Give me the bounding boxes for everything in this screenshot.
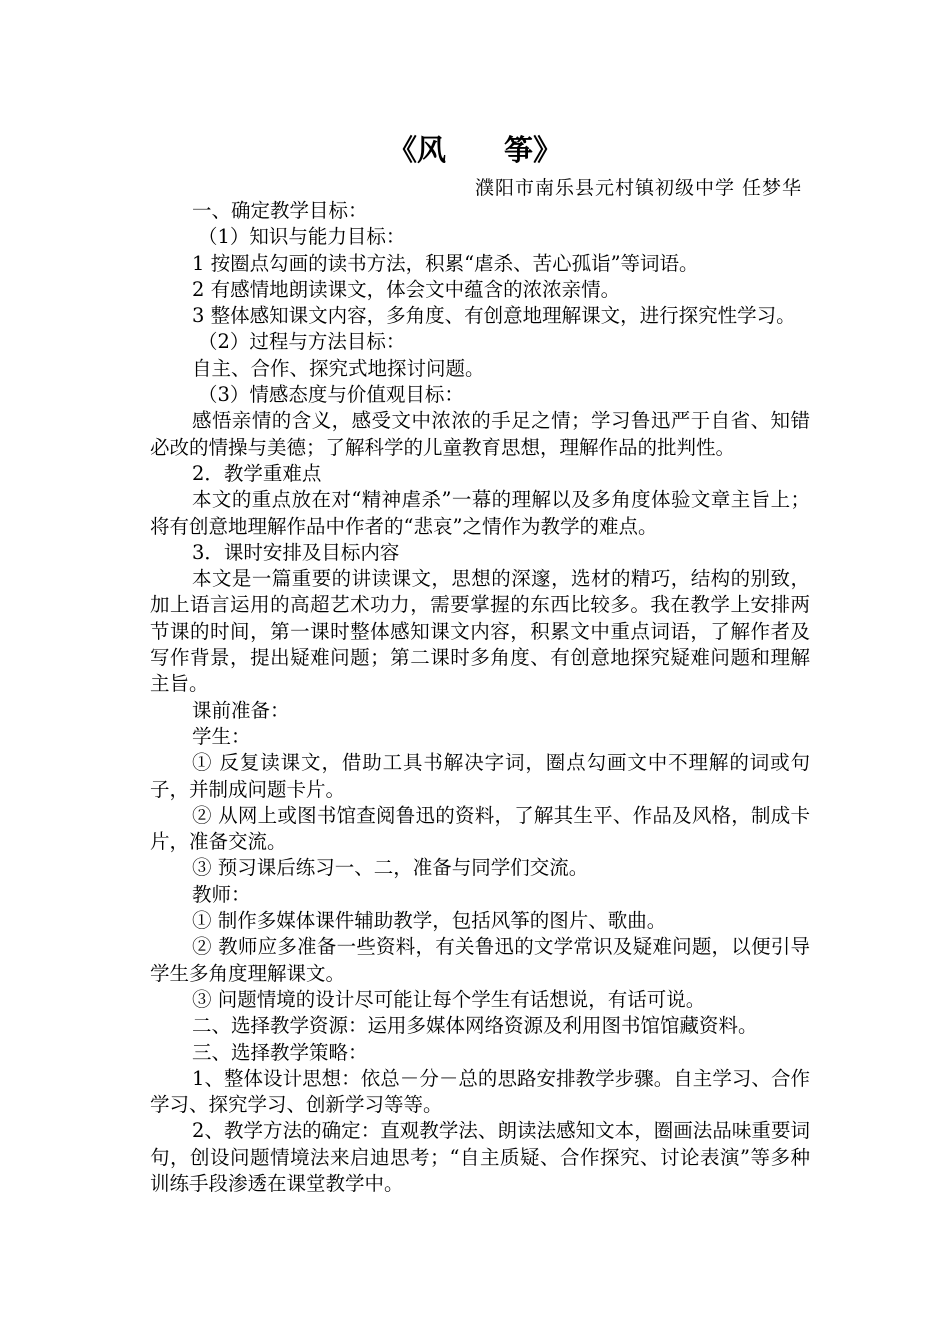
- sub-heading: （1）知识与能力目标：: [198, 225, 406, 249]
- list-item: ① 反复读课文，借助工具书解决字词，圈点勾画文中不理解的词或句子，并制成问题卡片。: [150, 751, 810, 801]
- author-line: 濮阳市南乐县元村镇初级中学 任梦华: [474, 177, 802, 199]
- section-heading: 二、选择教学资源：运用多媒体网络资源及利用图书馆馆藏资料。: [192, 1014, 758, 1038]
- list-item: ③ 预习课后练习一、二，准备与同学们交流。: [192, 856, 589, 880]
- list-item: ① 制作多媒体课件辅助教学，包括风筝的图片、歌曲。: [192, 909, 667, 933]
- sub-heading: （2）过程与方法目标：: [198, 330, 406, 354]
- section-heading: 课前准备：: [192, 698, 290, 722]
- paragraph: 2 有感情地朗读课文，体会文中蕴含的浓浓亲情。: [192, 277, 621, 301]
- paragraph: 自主、合作、探究式地探讨问题。: [192, 356, 485, 380]
- paragraph: 教师：: [192, 882, 251, 906]
- list-item: ② 从网上或图书馆查阅鲁迅的资料，了解其生平、作品及风格，制成卡片，准备交流。: [150, 803, 810, 854]
- section-heading: 一、确定教学目标：: [192, 199, 368, 222]
- section-heading: 2．教学重难点: [192, 461, 322, 485]
- paragraph: 本文的重点放在对“精神虐杀”一幕的理解以及多角度体验文章主旨上；将有创意地理解作品中作者的“悲哀”之情作为教学的难点。: [150, 488, 810, 538]
- section-heading: 三、选择教学策略：: [192, 1040, 368, 1064]
- paragraph: 学生：: [192, 724, 251, 748]
- document-title: 《风 筝》: [387, 133, 562, 167]
- paragraph: 1 按圈点勾画的读书方法，积累“虐杀、苦心孤诣”等词语。: [192, 251, 699, 275]
- paragraph: 1、整体设计思想：依总－分－总的思路安排教学步骤。自主学习、合作学习、探究学习、创新学习等等。: [150, 1066, 810, 1117]
- paragraph: 本文是一篇重要的讲读课文，思想的深邃，选材的精巧，结构的别致，加上语言运用的高超艺术功力，需要掌握的东西比较多。我在教学上安排两节课的时间，第一课时整体感知课文内容，积累文中重点词语，了解作者及写作背景，提出疑难问题；第二课时多角度、有创意地探究疑难问题和理解主旨。: [150, 567, 810, 696]
- paragraph: 2、教学方法的确定：直观教学法、朗读法感知文本，圈画法品味重要词句，创设问题情境法来启迪思考；“自主质疑、合作探究、讨论表演”等多种训练手段渗透在课堂教学中。: [150, 1119, 810, 1195]
- sub-heading: （3）情感态度与价值观目标：: [198, 383, 464, 407]
- paragraph: 感悟亲情的含义，感受文中浓浓的手足之情；学习鲁迅严于自省、知错必改的情操与美德；了解科学的儿童教育思想，理解作品的批判性。: [150, 409, 810, 459]
- section-heading: 3．课时安排及目标内容: [192, 540, 400, 564]
- list-item: ② 教师应多准备一些资料，有关鲁迅的文学常识及疑难问题，以便引导学生多角度理解课文。: [150, 935, 810, 985]
- list-item: ③ 问题情境的设计尽可能让每个学生有话想说，有话可说。: [192, 987, 706, 1011]
- paragraph: 3 整体感知课文内容，多角度、有创意地理解课文，进行探究性学习。: [192, 304, 796, 328]
- document-body: [150, 198, 810, 1197]
